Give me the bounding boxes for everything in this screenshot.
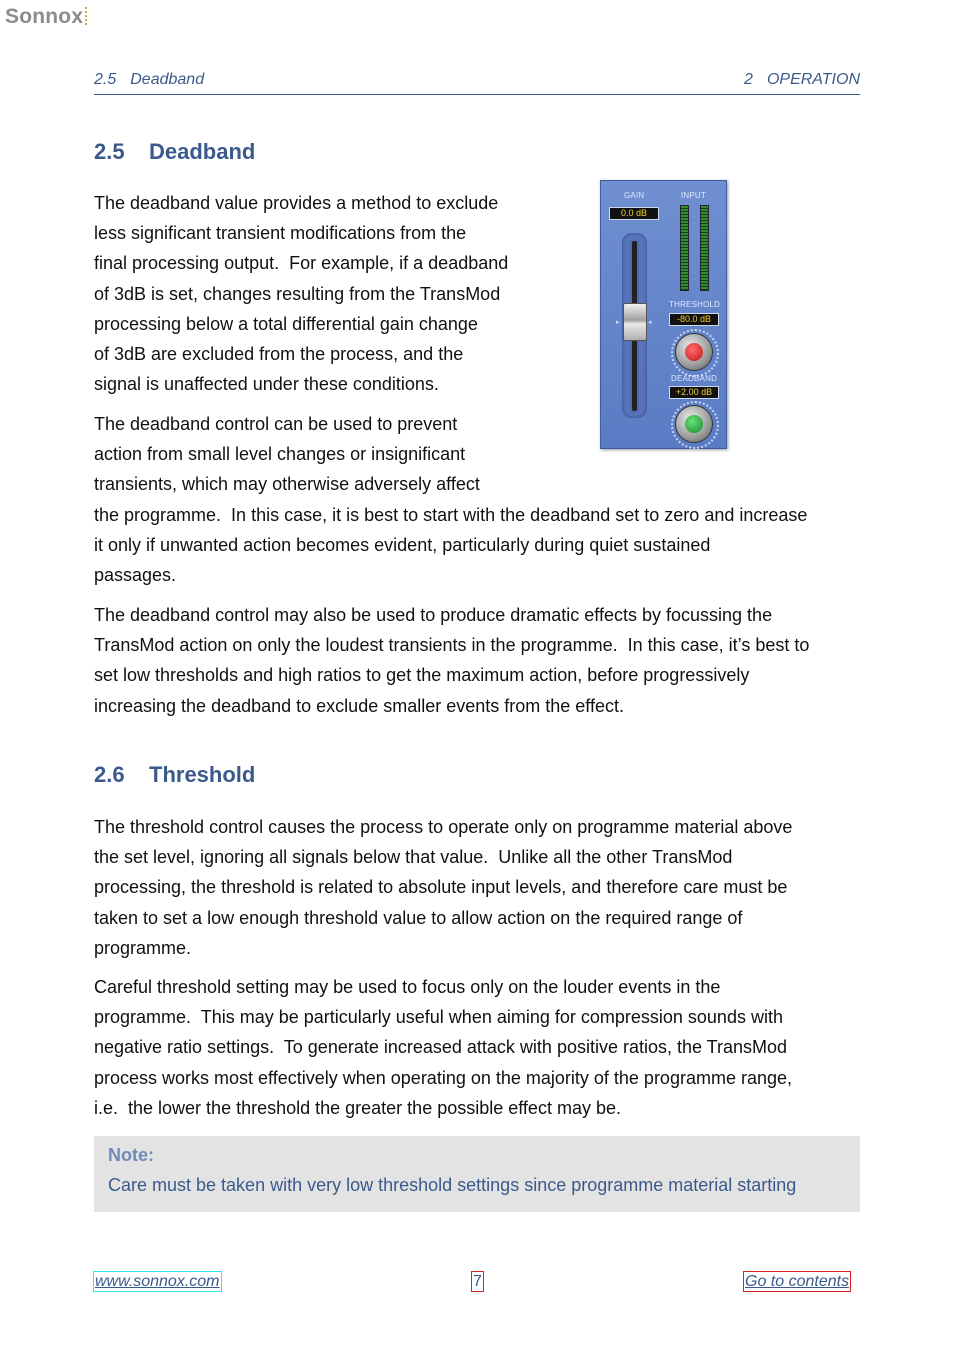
text-line: The threshold control causes the process to operate only on programme material above [94,817,793,837]
text-line: i.e. the lower the threshold the greater the possible effect may be. [94,1097,621,1118]
note-title: Note: [108,1145,154,1165]
sonnox-logo: Sonnox [5,5,87,29]
deadband-paragraph-3 [94,600,809,721]
text-line: of 3dB is set, changes resulting from the TransMod [94,283,501,304]
threshold-paragraph-2 [94,972,792,1123]
text-line: The deadband control may also be used to produce dramatic effects by focussing the [94,605,773,625]
deadband-display: +2.00 dB [669,386,719,399]
text-line: taken to set a low enough threshold value to allow action on the required range of [94,907,743,928]
go-to-contents-link[interactable]: Go to contents [745,1273,850,1290]
input-meter-scale: · · · · · · · · · · · [694,207,696,283]
gain-display: 0.0 dB [609,207,659,220]
text-line: signal is unaffected under these conditions. [94,374,439,395]
text-line: Careful threshold setting may be used to focus only on the louder events in the [94,977,721,997]
text-line: TransMod action on only the loudest transients in the programme. In this case, it’s best to [94,635,810,656]
fader-right-arrow-icon: ◂ [648,319,652,326]
input-meter-left [680,205,689,291]
text-line: passages. [94,565,177,586]
threshold-paragraph-1 [94,812,792,963]
deadband-paragraph-1 [94,188,508,399]
gain-label: GAIN [624,191,645,200]
text-line: The deadband value provides a method to exclude [94,193,499,213]
running-header-section: 2.5 Deadband [94,71,205,88]
section-heading-deadband: 2.5 Deadband [94,139,256,164]
text-line: it only if unwanted action becomes evident, particularly during quiet sustained [94,534,711,555]
running-header [94,71,860,95]
input-label: INPUT [681,191,706,200]
note-text: Care must be taken with very low threshold settings since programme material starting [108,1175,797,1195]
running-header-chapter: 2 OPERATION [744,71,860,88]
text-line: transients, which may otherwise adversely affect [94,474,480,495]
input-meter-right [700,205,709,291]
threshold-knob[interactable] [675,333,713,371]
threshold-display: -80.0 dB [669,313,719,326]
text-line: the set level, ignoring all signals below that value. Unlike all the other TransMod [94,847,733,868]
transmod-control-panel [600,180,727,449]
text-line: The deadband control can be used to prevent [94,414,458,434]
deadband-knob[interactable] [675,405,713,443]
note-box [94,1136,860,1212]
text-line: negative ratio settings. To generate increased attack with positive ratios, the TransMod [94,1037,788,1058]
text-line: of 3dB are excluded from the process, and the [94,344,464,365]
text-line: action from small level changes or insignificant [94,444,466,465]
fader-left-arrow-icon: ▸ [616,319,620,326]
deadband-label: DEADBAND [671,374,718,383]
text-line: process works most effectively when operating on the majority of the programme range, [94,1067,793,1088]
page-number-link[interactable]: 7 [473,1273,482,1290]
text-line: set low thresholds and high ratios to get the maximum action, before progressively [94,665,750,686]
threshold-label: THRESHOLD [669,300,721,309]
text-line: the programme. In this case, it is best to start with the deadband set to zero and increase [94,504,808,525]
text-line: processing, the threshold is related to absolute input levels, and therefore care must be [94,877,788,898]
website-link[interactable]: www.sonnox.com [95,1273,220,1290]
text-line: programme. This may be particularly useful when aiming for compression sounds with [94,1007,783,1028]
text-line: processing below a total differential gain change [94,313,478,334]
text-line: final processing output. For example, if a deadband [94,253,509,274]
text-line: increasing the deadband to exclude smaller events from the effect. [94,695,624,716]
section-heading-threshold: 2.6 Threshold [94,762,256,787]
text-line: programme. [94,937,192,958]
gain-fader-handle[interactable] [623,303,647,341]
text-line: less significant transient modifications from the [94,223,467,244]
